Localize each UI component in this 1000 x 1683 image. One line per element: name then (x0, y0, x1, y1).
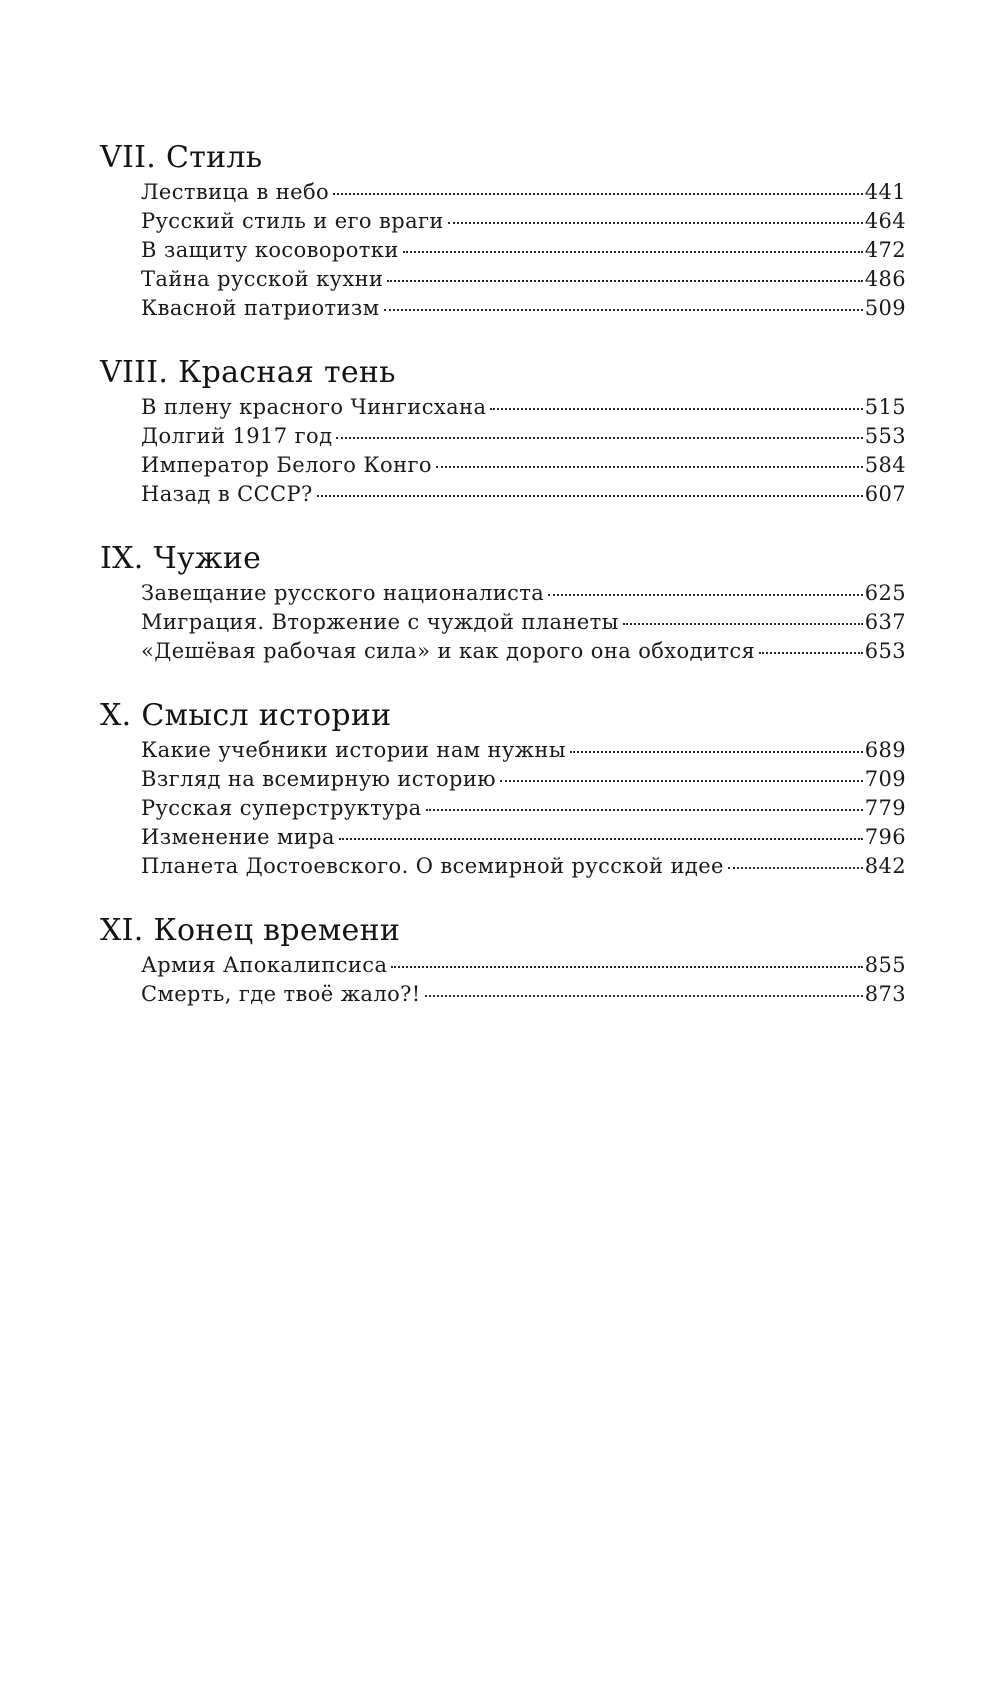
entry-page-number: 709 (864, 767, 906, 791)
dot-leader (426, 809, 863, 811)
entry-page-number: 607 (864, 482, 906, 506)
entry-title: Император Белого Конго (141, 453, 432, 477)
toc-entry[interactable] (141, 736, 906, 765)
entry-page-number: 873 (864, 982, 906, 1006)
entry-title: В плену красного Чингисхана (141, 395, 487, 419)
entry-list (100, 736, 906, 881)
dot-leader (570, 751, 863, 753)
dot-leader (403, 251, 863, 253)
toc-entry[interactable] (141, 579, 906, 608)
entry-list (100, 951, 906, 1009)
toc-entry[interactable] (141, 393, 906, 422)
dot-leader (448, 222, 863, 224)
dot-leader (339, 838, 863, 840)
toc-entry[interactable] (141, 951, 906, 980)
toc-entry[interactable] (141, 178, 906, 207)
dot-leader (490, 408, 862, 410)
dot-leader (333, 193, 863, 195)
entry-title: Армия Апокалипсиса (141, 953, 388, 977)
table-of-contents (100, 138, 906, 1039)
dot-leader (548, 594, 862, 596)
section-title: VII. Стиль (100, 140, 263, 175)
toc-entry[interactable] (141, 637, 906, 666)
entry-title: «Дешёвая рабочая сила» и как дорого она обходится (141, 639, 756, 663)
toc-entry[interactable] (141, 480, 906, 509)
entry-list (100, 393, 906, 509)
toc-entry[interactable] (141, 207, 906, 236)
section-title: XI. Конец времени (100, 913, 401, 948)
dot-leader (384, 309, 863, 311)
entry-page-number: 509 (864, 296, 906, 320)
dot-leader (436, 466, 863, 468)
entry-page-number: 584 (864, 453, 906, 477)
entry-page-number: 472 (864, 238, 906, 262)
entry-page-number: 553 (864, 424, 906, 448)
toc-section (100, 911, 906, 1009)
entry-title: Планета Достоевского. О всемирной русской идее (141, 854, 724, 878)
entry-title: В защиту косоворотки (141, 238, 399, 262)
toc-section (100, 696, 906, 881)
entry-title: Назад в СССР? (141, 482, 313, 506)
entry-page-number: 855 (864, 953, 906, 977)
toc-section (100, 138, 906, 323)
toc-entry[interactable] (141, 980, 906, 1009)
dot-leader (336, 437, 862, 439)
dot-leader (391, 966, 862, 968)
entry-page-number: 842 (864, 854, 906, 878)
dot-leader (728, 867, 863, 869)
dot-leader (759, 652, 863, 654)
entry-title: Изменение мира (141, 825, 335, 849)
toc-entry[interactable] (141, 765, 906, 794)
entry-page-number: 464 (864, 209, 906, 233)
section-title: VIII. Красная тень (100, 355, 396, 390)
dot-leader (500, 780, 863, 782)
entry-title: Русский стиль и его враги (141, 209, 444, 233)
entry-page-number: 653 (864, 639, 906, 663)
entry-page-number: 796 (864, 825, 906, 849)
toc-entry[interactable] (141, 608, 906, 637)
entry-page-number: 515 (864, 395, 906, 419)
toc-entry[interactable] (141, 852, 906, 881)
entry-page-number: 486 (864, 267, 906, 291)
entry-title: Русская суперструктура (141, 796, 422, 820)
entry-title: Тайна русской кухни (141, 267, 384, 291)
entry-page-number: 625 (864, 581, 906, 605)
toc-entry[interactable] (141, 236, 906, 265)
toc-entry[interactable] (141, 451, 906, 480)
dot-leader (317, 495, 863, 497)
toc-entry[interactable] (141, 265, 906, 294)
toc-section (100, 539, 906, 666)
dot-leader (425, 995, 863, 997)
toc-entry[interactable] (141, 422, 906, 451)
dot-leader (387, 280, 862, 282)
toc-section (100, 353, 906, 509)
entry-list (100, 579, 906, 666)
entry-title: Лествица в небо (141, 180, 330, 204)
dot-leader (623, 623, 863, 625)
entry-title: Миграция. Вторжение с чуждой планеты (141, 610, 619, 634)
entry-title: Какие учебники истории нам нужны (141, 738, 566, 762)
entry-page-number: 441 (864, 180, 906, 204)
entry-title: Завещание русского националиста (141, 581, 545, 605)
toc-entry[interactable] (141, 794, 906, 823)
entry-list (100, 178, 906, 323)
section-title: IX. Чужие (100, 541, 262, 576)
entry-page-number: 779 (864, 796, 906, 820)
entry-title: Долгий 1917 год (141, 424, 333, 448)
entry-title: Смерть, где твоё жало?! (141, 982, 421, 1006)
toc-entry[interactable] (141, 823, 906, 852)
entry-page-number: 689 (864, 738, 906, 762)
entry-title: Взгляд на всемирную историю (141, 767, 496, 791)
entry-page-number: 637 (864, 610, 906, 634)
entry-title: Квасной патриотизм (141, 296, 380, 320)
toc-entry[interactable] (141, 294, 906, 323)
section-title: X. Смысл истории (100, 698, 392, 733)
